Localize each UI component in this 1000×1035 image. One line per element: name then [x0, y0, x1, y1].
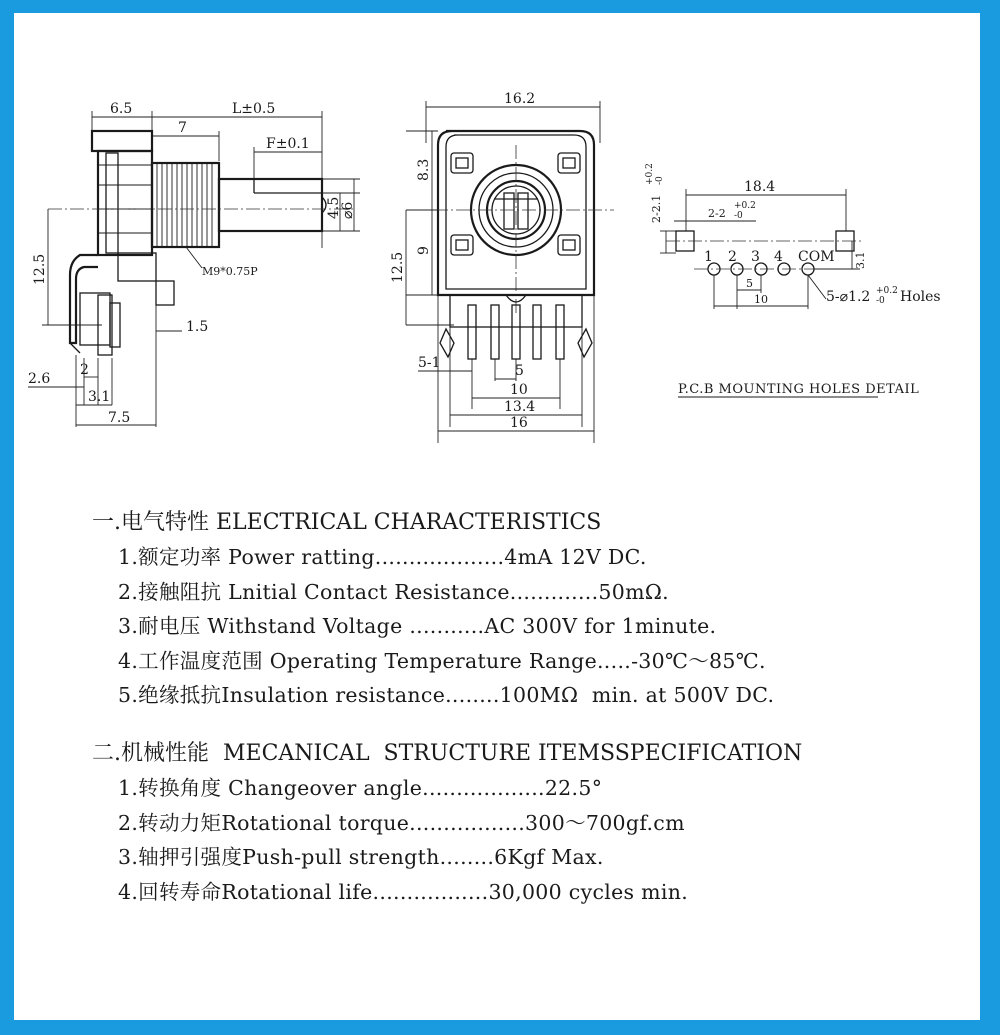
dim-9-label: 9	[416, 246, 432, 255]
pcb-holes-suffix: Holes	[900, 289, 941, 305]
pin-4	[533, 305, 541, 359]
dim-5-front-label: 5	[515, 363, 524, 379]
dim-thread-len-label: 7	[178, 120, 187, 136]
thread-lines	[157, 163, 212, 247]
snap-tab-tl-inner	[456, 158, 468, 168]
pcb-detail	[645, 163, 941, 397]
dim-16-label: 16	[510, 415, 528, 431]
mechanical-item: 2.转动力矩Rotational torque.................300～700gf.cm	[118, 810, 685, 835]
pcb-dim-18-4-label: 18.4	[744, 179, 776, 195]
pcb-caption: P.C.B MOUNTING HOLES DETAIL	[678, 382, 920, 397]
dim-2-label: 2	[80, 362, 89, 378]
dim-12-5-front-label: 12.5	[390, 251, 406, 283]
bent-terminal	[70, 255, 98, 343]
dim-10-front-label: 10	[510, 382, 528, 398]
pcb-holes-tol-plus: +0.2	[876, 286, 898, 296]
side-view	[28, 101, 360, 427]
dim-height-label: 12.5	[32, 253, 48, 285]
mechanical-section	[92, 737, 802, 909]
thread-leader	[186, 247, 202, 268]
pin-3	[512, 305, 520, 359]
technical-drawing	[14, 13, 980, 453]
dim-13-4-label: 13.4	[504, 399, 536, 415]
terminal-bracket	[80, 293, 110, 345]
front-pins	[468, 305, 564, 359]
flange-top	[92, 131, 152, 151]
snap-tab-tr	[558, 153, 580, 173]
snap-tab-tl	[451, 153, 473, 173]
holes-leader	[808, 275, 826, 299]
mechanical-item: 3.轴押引强度Push-pull strength........6Kgf Max.	[118, 845, 604, 869]
pcb-pin-label-4: 4	[774, 249, 783, 265]
shaft	[219, 179, 322, 231]
pcb-dim-2-2-h-label: 2-2	[708, 207, 726, 220]
dim-flat-label: F±0.1	[266, 136, 310, 152]
front-view	[390, 91, 614, 443]
mechanical-item: 4.回转寿命Rotational life.................30,000 cycles min.	[118, 879, 689, 904]
dim-3-1-label: 3.1	[88, 389, 111, 405]
dim-5-1-label: 5-1	[418, 355, 441, 371]
mount-tab	[156, 281, 174, 305]
dim-8-3-label: 8.3	[416, 158, 432, 181]
pcb-tol-minus: -0	[734, 211, 743, 221]
electrical-section	[92, 506, 774, 713]
dim-7-5-label: 7.5	[108, 410, 131, 426]
dim-width-top-label: 16.2	[504, 91, 536, 107]
dim-flat-depth-label: 4.5	[326, 196, 342, 219]
mount-leg-left	[440, 329, 454, 357]
electrical-item: 2.接触阻抗 Lnitial Contact Resistance.............50mΩ.	[118, 579, 669, 604]
snap-tab-br	[558, 235, 580, 255]
pcb-dim-10-label: 10	[754, 293, 768, 306]
housing-base	[118, 253, 156, 281]
pin-2	[491, 305, 499, 359]
dim-shaft-dia-label: ⌀6	[340, 201, 356, 219]
pin-1	[468, 305, 476, 359]
housing-inner	[106, 153, 118, 253]
dim-length-label: L±0.5	[232, 101, 276, 117]
terminal-edge	[70, 343, 80, 353]
pcb-tol-plus: +0.2	[734, 201, 756, 211]
electrical-item: 5.绝缘抵抗Insulation resistance........100MΩ min. at 500V DC.	[118, 683, 775, 707]
pcb-pin-label-com: COM	[798, 249, 835, 265]
pcb-holes-tol-minus: -0	[876, 296, 885, 306]
pcb-holes-prefix: 5-⌀1.2	[826, 289, 871, 305]
thread-note: M9*0.75P	[202, 265, 258, 278]
pcb-dim-3-1-label: 3.1	[854, 251, 867, 269]
pcb-tol-v-minus: -0	[655, 176, 665, 185]
mount-leg-right	[578, 329, 592, 357]
pcb-dim-5-label: 5	[746, 277, 753, 290]
electrical-item: 4.工作温度范围 Operating Temperature Range.....-30℃～85℃.	[118, 648, 766, 673]
pcb-pin-label-2: 2	[728, 249, 737, 265]
snap-tab-bl-inner	[456, 240, 468, 250]
pcb-dim-2-2-v-label: 2-2.1	[650, 194, 663, 223]
snap-tab-bl	[451, 235, 473, 255]
pcb-pin-label-1: 1	[704, 249, 713, 265]
electrical-item: 3.耐电压 Withstand Voltage ...........AC 300V for 1minute.	[118, 614, 717, 638]
mechanical-heading: 二.机械性能 MECANICAL STRUCTURE ITEMSSPECIFICATION	[92, 741, 803, 766]
datasheet-panel	[14, 13, 980, 1020]
snap-tab-br-inner	[563, 240, 575, 250]
electrical-heading: 一.电气特性 ELECTRICAL CHARACTERISTICS	[92, 510, 602, 535]
dim-flange-label: 6.5	[110, 101, 133, 117]
dim-2-6-label: 2.6	[28, 371, 51, 387]
pcb-pin-label-3: 3	[751, 249, 760, 265]
dim-pin-offset-label: 1.5	[186, 319, 209, 335]
mechanical-item: 1.转换角度 Changeover angle..................22.5°	[118, 776, 603, 800]
pcb-tol-v-plus: +0.2	[645, 163, 655, 185]
snap-tab-tr-inner	[563, 158, 575, 168]
pin-com	[556, 305, 564, 359]
electrical-item: 1.额定功率 Power ratting...................4mA 12V DC.	[118, 545, 647, 569]
